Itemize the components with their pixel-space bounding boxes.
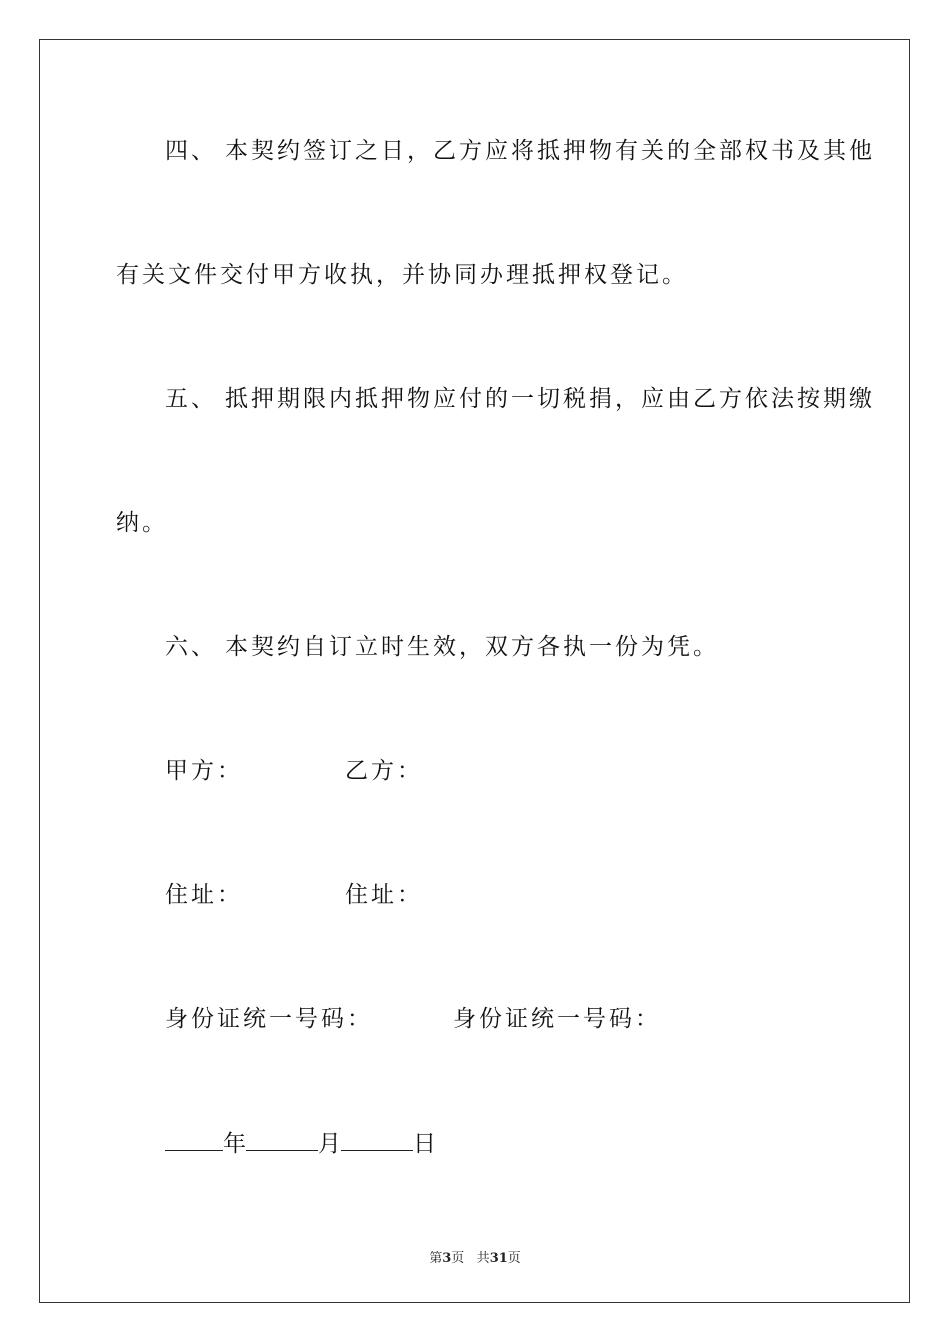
party-a-label: 甲方：	[165, 758, 243, 784]
page-prefix: 第	[429, 1251, 443, 1266]
address-a-label: 住址：	[165, 882, 243, 908]
total-pages: 31	[489, 1251, 508, 1266]
day-blank[interactable]	[341, 1128, 413, 1151]
clause-6-line-1	[165, 632, 719, 662]
id-b-label: 身份证统一号码：	[453, 1006, 661, 1032]
clause-5-text: 抵押期限内抵押物应付的一切税捐，应由乙方依法按期缴	[225, 386, 875, 412]
month-blank[interactable]	[246, 1128, 318, 1151]
clause-5-line-1	[165, 384, 875, 414]
page-border	[39, 39, 910, 1303]
id-a-label: 身份证统一号码：	[165, 1006, 373, 1032]
date-line	[165, 1128, 436, 1159]
clause-5-number: 五、	[165, 386, 217, 412]
clause-6-text: 本契约自订立时生效，双方各执一份为凭。	[225, 634, 719, 660]
clause-4-line-2: 有关文件交付甲方收执，并协同办理抵押权登记。	[116, 262, 688, 288]
month-label: 月	[318, 1131, 341, 1157]
party-b-label: 乙方：	[345, 758, 423, 784]
clause-4-text: 本契约签订之日，乙方应将抵押物有关的全部权书及其他	[225, 138, 875, 164]
total-suffix: 页	[507, 1251, 521, 1266]
day-label: 日	[413, 1131, 436, 1157]
clause-6-number: 六、	[165, 634, 217, 660]
total-prefix: 共	[476, 1251, 490, 1266]
page-footer	[0, 1247, 950, 1266]
page-number: 3	[442, 1251, 452, 1266]
address-b-label: 住址：	[345, 882, 423, 908]
year-label: 年	[223, 1131, 246, 1157]
clause-5-line-2: 纳。	[116, 510, 168, 536]
page-suffix: 页	[451, 1251, 465, 1266]
year-blank[interactable]	[165, 1128, 223, 1151]
clause-4-number: 四、	[165, 138, 217, 164]
clause-4-line-1	[165, 136, 875, 166]
